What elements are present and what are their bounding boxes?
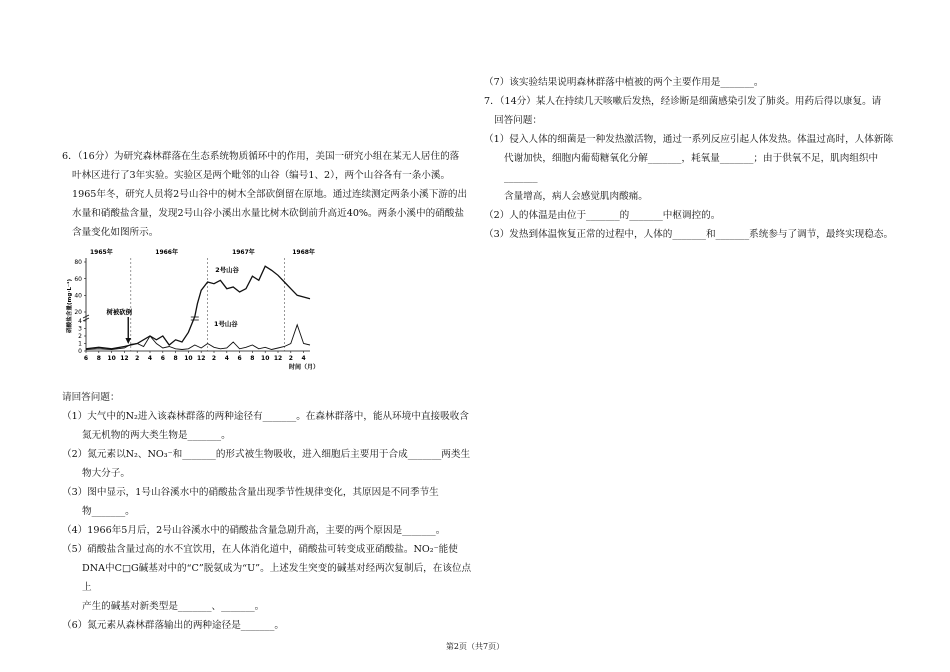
y-tick-label: 2 — [78, 333, 82, 341]
x-tick-label: 10 — [184, 355, 193, 362]
q7-line-2: 回答问题： — [494, 115, 542, 126]
x-tick-label: 10 — [107, 355, 116, 362]
q6-sub-5b: DNA中C□G碱基对中的“C”脱氨成为“U”。上述发生突变的碱基对经两次复制后，在该位点上 — [82, 563, 472, 593]
x-tick-label: 8 — [250, 355, 255, 362]
y-tick-label: 80 — [74, 259, 82, 267]
q6-sub-5c: 产生的碱基对新类型是_______、_______。 — [82, 601, 265, 612]
y-tick-label: 4 — [78, 318, 82, 326]
q6-sub-1a: （1）大气中的N₂进入该森林群落的两种途径有_______。在森林群落中，能从环境中直接吸收含 — [62, 411, 469, 422]
year-label: 1965年 — [90, 249, 113, 256]
y-tick-label: 1 — [78, 340, 82, 348]
series-valley-1-line — [86, 325, 310, 350]
y-tick-label: 20 — [74, 309, 82, 317]
left-column — [62, 147, 472, 635]
x-tick-label: 12 — [273, 355, 283, 362]
x-tick-label: 4 — [301, 355, 306, 362]
x-tick-label: 12 — [197, 355, 206, 362]
q6-sub-3a: （3）图中显示，1号山谷溪水中的硝酸盐含量出现季节性规律变化，其原因是不同季节生 — [62, 487, 439, 498]
q7-line-1: 7．（14分）某人在持续几天咳嗽后发热，经诊断是细菌感染引发了肺炎。用药后得以康复。请 — [484, 96, 882, 107]
q6-sub-4: （4）1966年5月后，2号山谷溪水中的硝酸盐含量急剧升高，主要的两个原因是_______。 — [62, 525, 446, 536]
q6-line-3: 1965年冬，研究人员将2号山谷中的树木全部砍倒留在原地。通过连续测定两条小溪下游的出 — [72, 189, 468, 200]
answer-prompt: 请回答问题： — [62, 392, 120, 403]
valley-1-label: 1号山谷 — [214, 320, 238, 328]
q6-sub-5a: （5）硝酸盐含量过高的水不宜饮用，在人体消化道中，硝酸盐可转变成亚硝酸盐。NO₂⁻能使 — [62, 544, 458, 555]
y-tick-label: 0 — [78, 348, 82, 356]
tree-cut-arrowhead — [125, 338, 131, 344]
q6-line-2: 叶林区进行了3年实验。实验区是两个毗邻的山谷（编号1、2），两个山谷各有一条小溪。 — [72, 170, 451, 181]
nitrate-line-chart — [62, 244, 322, 384]
x-tick-label: 8 — [173, 355, 178, 362]
q6-sub-1b: 氮无机物的两大类生物是_______。 — [82, 430, 231, 441]
q7-sub-3: （3）发热到体温恢复正常的过程中，人体的_______和_______系统参与了调节，最终实现稳态。 — [484, 229, 894, 240]
x-tick-label: 6 — [83, 355, 89, 362]
x-tick-label: 12 — [120, 355, 129, 362]
y-tick-label: 60 — [74, 275, 82, 283]
x-axis-label: 时间（月） — [288, 364, 320, 371]
q6-sub-7: （7）该实验结果说明森林群落中植被的两个主要作用是_______。 — [484, 77, 764, 88]
q7-sub-1c: 含量增高，病人会感觉肌肉酸痛。 — [504, 191, 648, 202]
x-tick-label: 6 — [237, 355, 242, 362]
x-tick-label: 4 — [224, 355, 229, 362]
q7-sub-1b: 代谢加快，细胞内葡萄糖氧化分解_______，耗氧量_______；由于供氧不足，肌肉组织中_______ — [504, 153, 879, 183]
y-tick-label: 3 — [78, 325, 82, 333]
q6-sub-3b: 物_______。 — [82, 506, 135, 517]
tree-cut-label: 树被砍倒 — [106, 308, 133, 316]
q6-sub-2a: （2）氮元素以N₂、NO₃⁻和_______的形式被生物吸收，进入细胞后主要用于合成_______两类生 — [62, 449, 471, 460]
x-tick-label: 2 — [135, 355, 140, 362]
year-label: 1966年 — [155, 249, 178, 256]
q6-line-1: 6．（16分）为研究森林群落在生态系统物质循环中的作用，美国一研究小组在某无人居住的落 — [62, 151, 460, 162]
q6-sub-6: （6）氮元素从森林群落输出的两种途径是_______。 — [62, 620, 284, 631]
nitrate-chart — [62, 244, 322, 384]
q6-line-4: 水量和硝酸盐含量，发现2号山谷小溪出水量比树木砍倒前升高近40%。两条小溪中的硝酸盐 — [72, 208, 464, 219]
q6-sub-2b: 物大分子。 — [82, 468, 130, 479]
x-tick-label: 2 — [288, 355, 293, 362]
year-label: 1968年 — [292, 249, 315, 256]
x-tick-label: 2 — [211, 355, 217, 362]
q7-sub-1a: （1）侵入人体的细菌是一种发热激活物，通过一系列反应引起人体发热。体温过高时，人体新陈 — [484, 134, 894, 145]
year-label: 1967年 — [232, 249, 255, 256]
right-column — [484, 73, 899, 244]
page-footer: 第2页（共7页） — [445, 642, 505, 651]
x-tick-label: 10 — [261, 355, 270, 362]
y-axis-label: 硝酸盐含量(mg·L⁻¹) — [67, 278, 73, 334]
x-tick-label: 6 — [160, 355, 165, 362]
valley-2-label: 2号山谷 — [215, 266, 239, 274]
y-tick-label: 40 — [74, 292, 82, 300]
x-tick-label: 8 — [96, 355, 101, 362]
q6-line-5: 含量变化如图所示。 — [72, 227, 159, 238]
q7-sub-2: （2）人的体温是由位于_______的_______中枢调控的。 — [484, 210, 721, 221]
x-tick-label: 4 — [147, 355, 153, 362]
